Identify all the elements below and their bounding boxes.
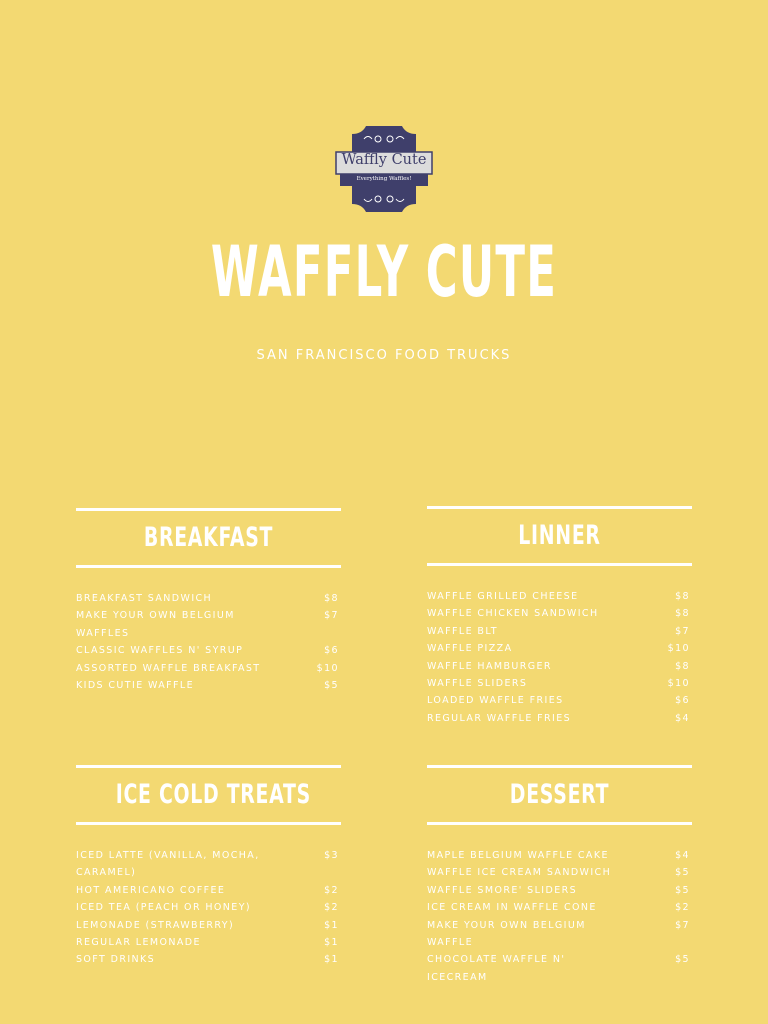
menu-item-name: LEMONADE (STRAWBERRY) bbox=[76, 919, 235, 931]
menu-item-price: $1 bbox=[324, 937, 339, 949]
menu-item bbox=[76, 660, 341, 677]
menu-item bbox=[427, 864, 692, 881]
menu-item-price: $5 bbox=[675, 884, 690, 896]
section-breakfast bbox=[76, 508, 341, 694]
menu-item-name: MAKE YOUR OWN BELGIUM WAFFLE bbox=[427, 919, 586, 949]
menu-list bbox=[427, 588, 692, 727]
menu-item-price: $4 bbox=[675, 850, 690, 861]
menu-item-name: WAFFLE PIZZA bbox=[427, 643, 513, 655]
menu-item-price: $6 bbox=[324, 645, 339, 657]
menu-item bbox=[427, 917, 692, 952]
section-ice-cold-treats bbox=[76, 765, 341, 969]
menu-list bbox=[427, 847, 692, 986]
menu-item-price: $2 bbox=[675, 902, 690, 914]
section-title: ICE COLD TREATS bbox=[115, 779, 311, 810]
section-title: DESSERT bbox=[509, 779, 610, 810]
menu-item-price: $5 bbox=[324, 680, 339, 692]
menu-item-price: $7 bbox=[675, 625, 690, 637]
menu-item-price: $2 bbox=[324, 902, 339, 914]
menu-item-name: WAFFLE BLT bbox=[427, 625, 498, 637]
menu-item bbox=[76, 882, 341, 899]
menu-item bbox=[76, 951, 341, 968]
page-title: WAFFLY CUTE bbox=[210, 231, 558, 313]
logo-name: Waffly Cute bbox=[341, 152, 427, 168]
menu-item-price: $10 bbox=[667, 643, 690, 655]
menu-item-price: $1 bbox=[324, 954, 339, 966]
menu-item-price: $5 bbox=[675, 954, 690, 966]
section-title: LINNER bbox=[518, 520, 601, 551]
menu-item bbox=[76, 607, 341, 642]
logo-badge bbox=[332, 118, 436, 220]
menu-item bbox=[76, 899, 341, 916]
menu-item-price: $10 bbox=[316, 662, 339, 674]
menu-item-price: $5 bbox=[675, 867, 690, 879]
menu-item-name: WAFFLE SMORE' SLIDERS bbox=[427, 884, 578, 896]
menu-item-price: $8 bbox=[675, 660, 690, 672]
menu-item-name: WAFFLE ICE CREAM SANDWICH bbox=[427, 867, 612, 879]
section-rule-bottom bbox=[427, 563, 692, 566]
menu-item bbox=[427, 899, 692, 916]
menu-item bbox=[427, 882, 692, 899]
menu-item-name: ICED TEA (PEACH OR HONEY) bbox=[76, 902, 251, 914]
menu-item-name: WAFFLE SLIDERS bbox=[427, 678, 528, 690]
menu-item bbox=[76, 917, 341, 934]
menu-item-name: ICE CREAM IN WAFFLE CONE bbox=[427, 902, 597, 914]
menu-item-name: SOFT DRINKS bbox=[76, 954, 156, 966]
menu-item-price: $8 bbox=[324, 593, 339, 604]
section-rule-bottom bbox=[76, 822, 341, 825]
menu-item-name: ICED LATTE (VANILLA, MOCHA, CARAMEL) bbox=[76, 850, 260, 879]
menu-item-name: ASSORTED WAFFLE BREAKFAST bbox=[76, 662, 261, 674]
menu-item bbox=[76, 642, 341, 659]
section-dessert bbox=[427, 765, 692, 986]
menu-item bbox=[427, 710, 692, 727]
menu-item-name: LOADED WAFFLE FRIES bbox=[427, 695, 564, 707]
menu-item-name: WAFFLE GRILLED CHEESE bbox=[427, 591, 579, 602]
menu-item-name: REGULAR WAFFLE FRIES bbox=[427, 712, 572, 724]
section-linner bbox=[427, 506, 692, 727]
menu-item-name: MAKE YOUR OWN BELGIUM WAFFLES bbox=[76, 610, 235, 639]
menu-item-name: REGULAR LEMONADE bbox=[76, 937, 201, 949]
menu-item-price: $4 bbox=[675, 712, 690, 724]
page-subtitle: SAN FRANCISCO FOOD TRUCKS bbox=[256, 348, 512, 363]
menu-item bbox=[427, 588, 692, 605]
menu-item-name: BREAKFAST SANDWICH bbox=[76, 593, 213, 604]
menu-item-price: $2 bbox=[324, 884, 339, 896]
menu-item-price: $7 bbox=[324, 610, 339, 622]
menu-item bbox=[427, 623, 692, 640]
menu-item bbox=[427, 658, 692, 675]
menu-item-price: $1 bbox=[324, 919, 339, 931]
menu-item-price: $8 bbox=[675, 608, 690, 620]
menu-item bbox=[427, 675, 692, 692]
menu-item bbox=[427, 951, 692, 986]
menu-item-price: $7 bbox=[675, 919, 690, 931]
menu-item-price: $8 bbox=[675, 591, 690, 602]
menu-item-name: CHOCOLATE WAFFLE N' ICECREAM bbox=[427, 954, 566, 983]
menu-item-price: $6 bbox=[675, 695, 690, 707]
menu-item-name: MAPLE BELGIUM WAFFLE CAKE bbox=[427, 850, 609, 861]
menu-item bbox=[76, 590, 341, 607]
menu-item-name: KIDS CUTIE WAFFLE bbox=[76, 680, 195, 692]
menu-item-name: CLASSIC WAFFLES N' SYRUP bbox=[76, 645, 244, 657]
section-title: BREAKFAST bbox=[143, 522, 274, 553]
menu-item-name: WAFFLE CHICKEN SANDWICH bbox=[427, 608, 599, 620]
section-rule-bottom bbox=[76, 565, 341, 568]
menu-item bbox=[427, 847, 692, 864]
menu-item bbox=[76, 934, 341, 951]
menu-item-name: WAFFLE HAMBURGER bbox=[427, 660, 552, 672]
logo-shape bbox=[332, 118, 436, 220]
section-rule-bottom bbox=[427, 822, 692, 825]
menu-list bbox=[76, 590, 341, 694]
menu-item-price: $3 bbox=[324, 850, 339, 861]
menu-item bbox=[76, 847, 341, 882]
menu-item-price: $10 bbox=[667, 678, 690, 690]
menu-item bbox=[427, 692, 692, 709]
menu-item bbox=[427, 640, 692, 657]
menu-list bbox=[76, 847, 341, 969]
menu-item bbox=[76, 677, 341, 694]
menu-item-name: HOT AMERICANO COFFEE bbox=[76, 884, 226, 896]
logo-tagline: Everything Waffles! bbox=[356, 176, 412, 182]
menu-item bbox=[427, 605, 692, 622]
